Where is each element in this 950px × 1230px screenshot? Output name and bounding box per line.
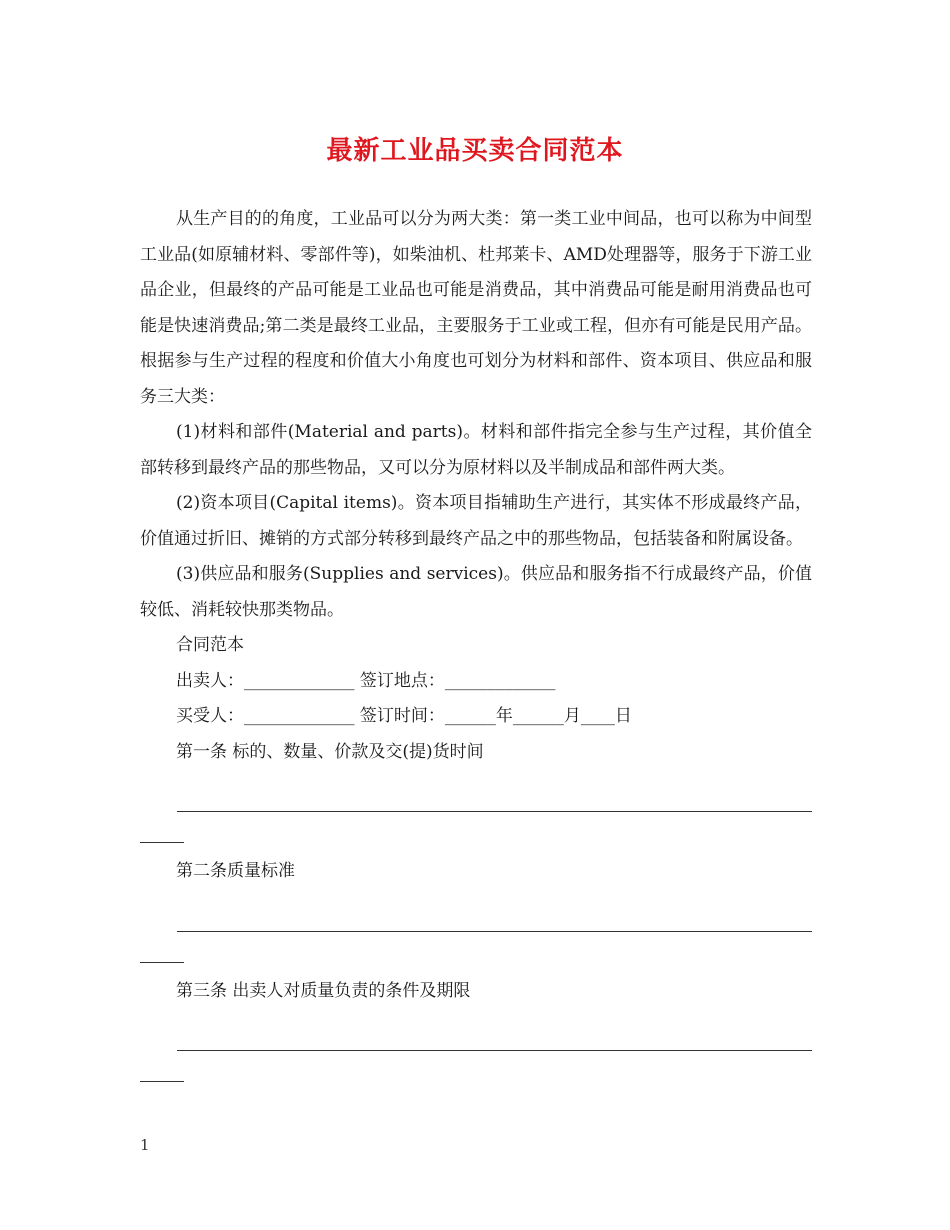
document-title: 最新工业品买卖合同范本 [326, 136, 624, 166]
supplies-paragraph: (3)供应品和服务(Supplies and services)。供应品和服务指不行成最终产品，价值较低、消耗较快那类物品。 [140, 564, 812, 620]
article-3-fill-line [140, 1009, 812, 1080]
intro-paragraph: 从生产目的的角度，工业品可以分为两大类：第一类工业中间品，也可以称为中间型工业品(如原辅材料、零部件等)，如柴油机、杜邦莱卡、AMD处理器等，服务于下游工业品企业，但最终的产品可能是工业品也可能是消费品，其中消费品可能是耐用消费品也可能是快速消费品;第二类是最终工业品，主要服务于工业或工程，但亦有可能是民用产品。 根据参与生产过程的程度和价值大小角度也可划分为材料和部件、资本项目、供应品和服务三大类： [140, 209, 812, 407]
fill-underline-continuation [140, 842, 184, 843]
fill-underline [177, 811, 812, 812]
document-body [140, 202, 812, 1080]
fill-underline [177, 1050, 812, 1051]
article-2-heading: 第二条质量标准 [176, 861, 295, 881]
buyer-line: 买受人：_____________ 签订时间：______年______月____日 [176, 706, 632, 726]
article-1-heading: 第一条 标的、数量、价款及交(提)货时间 [176, 741, 484, 762]
fill-underline-continuation [140, 962, 184, 963]
seller-line: 出卖人：_____________ 签订地点：_____________ [176, 670, 556, 691]
page-number: 1 [140, 1136, 150, 1154]
fill-underline [177, 931, 812, 932]
materials-paragraph: (1)材料和部件(Material and parts)。材料和部件指完全参与生产过程，其价值全部转移到最终产品的那些物品，又可以分为原材料以及半制成品和部件两大类。 [140, 422, 812, 478]
contract-heading: 合同范本 [176, 635, 244, 655]
article-1-fill-line [140, 770, 812, 841]
fill-underline-continuation [140, 1081, 184, 1082]
capital-items-paragraph: (2)资本项目(Capital items)。资本项目指辅助生产进行，其实体不形成最终产品，价值通过折旧、摊销的方式部分转移到最终产品之中的那些物品，包括装备和附属设备。 [140, 493, 812, 549]
article-3-heading: 第三条 出卖人对质量负责的条件及期限 [176, 980, 471, 1001]
article-2-fill-line [140, 890, 812, 961]
